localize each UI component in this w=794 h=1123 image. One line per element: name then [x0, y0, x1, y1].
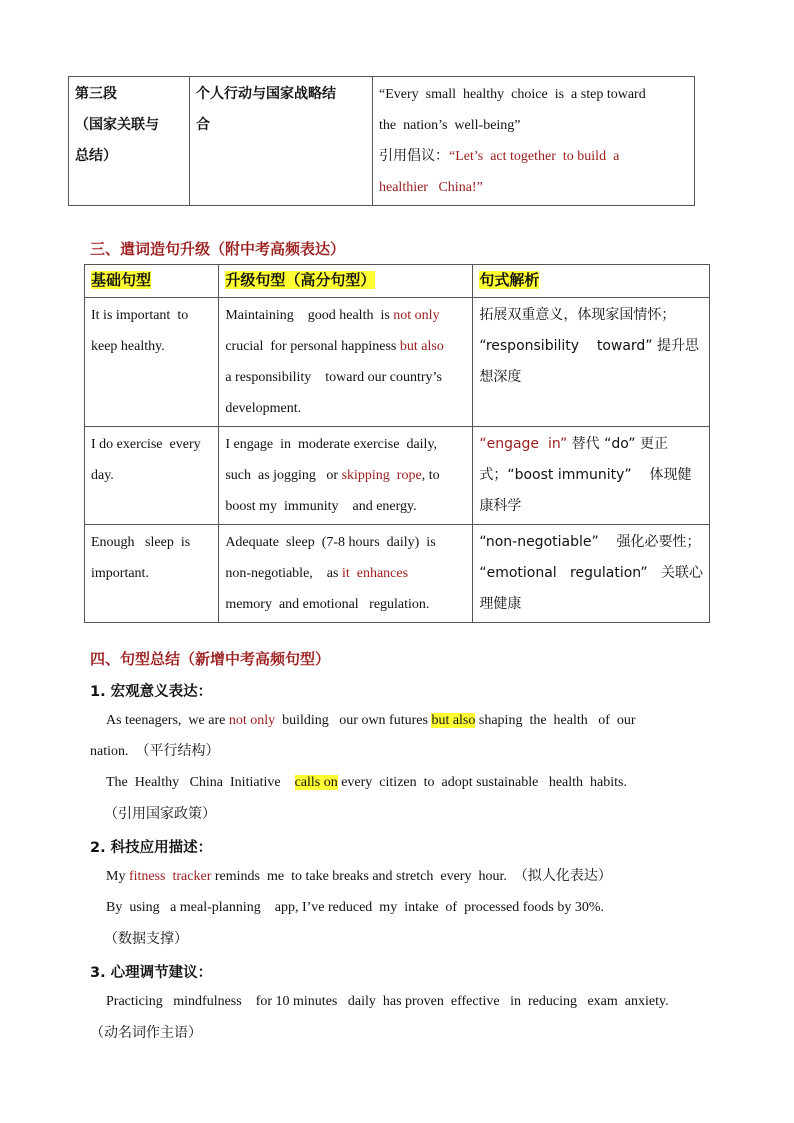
upgrade-cell — [219, 525, 473, 623]
analysis-line: “emotional regulation” 关联心 — [479, 565, 703, 581]
item2-sentence2: By using a meal-planning app, I’ve reduced my intake of processed foods by 30%. — [106, 900, 605, 915]
item1-sentence1-cont: nation. （平行结构） — [90, 744, 220, 759]
header-basic-text: 基础句型 — [91, 271, 152, 289]
quote-line: the nation’s well-being” — [379, 118, 521, 133]
section4-heading: 四、句型总结（新增中考高频句型） — [90, 650, 331, 668]
paragraph-label: （国家关联与 — [75, 117, 159, 133]
upgrade-red: not only — [393, 308, 440, 323]
theme-line: 个人行动与国家战略结 — [196, 86, 336, 102]
analysis-line: 想深度 — [479, 369, 522, 385]
analysis-line: 式；“boost immunity” 体现健 — [479, 467, 692, 483]
analysis-line: 理健康 — [479, 596, 522, 612]
analysis-cell — [473, 298, 710, 427]
upgrade-line — [225, 558, 466, 589]
sentence-text: My — [106, 869, 129, 884]
basic-line: day. — [91, 468, 114, 483]
quote-line: “Every small healthy choice is a step toward — [379, 87, 646, 102]
upgrade-line — [225, 300, 466, 331]
header-upgrade-text: 升级句型（高分句型） — [225, 271, 376, 289]
upgrade-line — [225, 460, 466, 491]
basic-line: It is important to — [91, 308, 189, 323]
basic-line: Enough sleep is — [91, 535, 191, 550]
upgrade-text: such as jogging or — [225, 468, 342, 483]
item2-sentence2-note: （数据支撑） — [104, 931, 188, 947]
sentence-text: The Healthy China Initiative — [106, 775, 295, 790]
sentence-highlight: but also — [431, 713, 476, 728]
quote-line: healthier China!” — [379, 180, 483, 195]
upgrade-line: development. — [225, 401, 302, 416]
upgrade-line: I engage in moderate exercise daily, — [225, 437, 438, 452]
theme-line: 合 — [196, 117, 210, 133]
sentence-upgrade-table — [84, 264, 710, 623]
quote-cell — [373, 77, 695, 206]
basic-line: important. — [91, 566, 149, 581]
item3-title: 3. 心理调节建议： — [90, 965, 213, 981]
sentence-text: building our own futures — [275, 713, 432, 728]
item2-title: 2. 科技应用描述： — [90, 840, 213, 856]
item1-sentence1 — [106, 711, 636, 731]
item1-sentence2 — [106, 773, 627, 793]
paragraph-cell — [69, 77, 190, 206]
upgrade-cell — [219, 427, 473, 525]
theme-cell — [190, 77, 373, 206]
sentence-text: reminds me to take breaks and stretch every hour. （拟人化表达） — [211, 869, 612, 884]
header-analysis-text: 句式解析 — [479, 271, 540, 289]
sentence-highlight: calls on — [294, 775, 338, 790]
upgrade-line: memory and emotional regulation. — [225, 597, 430, 612]
upgrade-cell — [219, 298, 473, 427]
analysis-line: “non-negotiable” 强化必要性； — [479, 534, 701, 550]
upgrade-text: Maintaining good health is — [225, 308, 394, 323]
upgrade-red: but also — [399, 339, 444, 354]
upgrade-line: boost my immunity and energy. — [225, 499, 417, 514]
header-basic — [85, 265, 219, 298]
basic-line: I do exercise every — [91, 437, 201, 452]
analysis-red: “engage in” — [479, 436, 568, 452]
sentence-red: fitness tracker — [128, 869, 212, 884]
table-row — [85, 525, 710, 623]
strategy-table — [68, 76, 695, 206]
basic-line: keep healthy. — [91, 339, 165, 354]
analysis-line — [479, 429, 703, 460]
section3-heading: 三、遣词造句升级（附中考高频表达） — [90, 240, 346, 258]
analysis-line: 拓展双重意义，体现家国情怀； — [479, 307, 676, 323]
upgrade-line: Adequate sleep (7-8 hours daily) is — [225, 535, 436, 550]
basic-cell — [85, 298, 219, 427]
basic-cell — [85, 427, 219, 525]
analysis-text: 替代 “do” 更正 — [567, 436, 669, 452]
header-analysis — [473, 265, 710, 298]
sentence-red: not only — [228, 713, 276, 728]
quote-line — [379, 141, 688, 172]
item3-sentence1-note: （动名词作主语） — [90, 1025, 202, 1041]
sentence-text: As teenagers, we are — [106, 713, 229, 728]
sentence-text: shaping the health of our — [475, 713, 636, 728]
cite-label: 引用倡议： — [379, 148, 449, 164]
analysis-cell — [473, 427, 710, 525]
analysis-line: 康科学 — [479, 498, 522, 514]
item2-sentence1 — [106, 867, 612, 887]
upgrade-text: crucial for personal happiness — [225, 339, 400, 354]
upgrade-red: it enhances — [341, 566, 409, 581]
item3-sentence1: Practicing mindfulness for 10 minutes daily has proven effective in reducing exam anxiety. — [106, 994, 669, 1009]
upgrade-text: non-negotiable, as — [225, 566, 342, 581]
upgrade-text: , to — [421, 468, 440, 483]
sentence-text: every citizen to adopt sustainable health habits. — [337, 775, 627, 790]
item1-sentence2-note: （引用国家政策） — [104, 806, 216, 822]
cite-quote: “Let’s act together to build a — [449, 149, 620, 164]
upgrade-line — [225, 331, 466, 362]
analysis-cell — [473, 525, 710, 623]
item1-title: 1. 宏观意义表达： — [90, 684, 213, 700]
upgrade-red: skipping rope — [341, 468, 422, 483]
paragraph-label: 第三段 — [75, 86, 117, 102]
basic-cell — [85, 525, 219, 623]
paragraph-label: 总结） — [75, 148, 117, 164]
table-row — [85, 298, 710, 427]
analysis-line: “responsibility toward” 提升思 — [479, 338, 700, 354]
upgrade-line: a responsibility toward our country’s — [225, 370, 442, 385]
header-upgrade — [219, 265, 473, 298]
table-row — [85, 427, 710, 525]
